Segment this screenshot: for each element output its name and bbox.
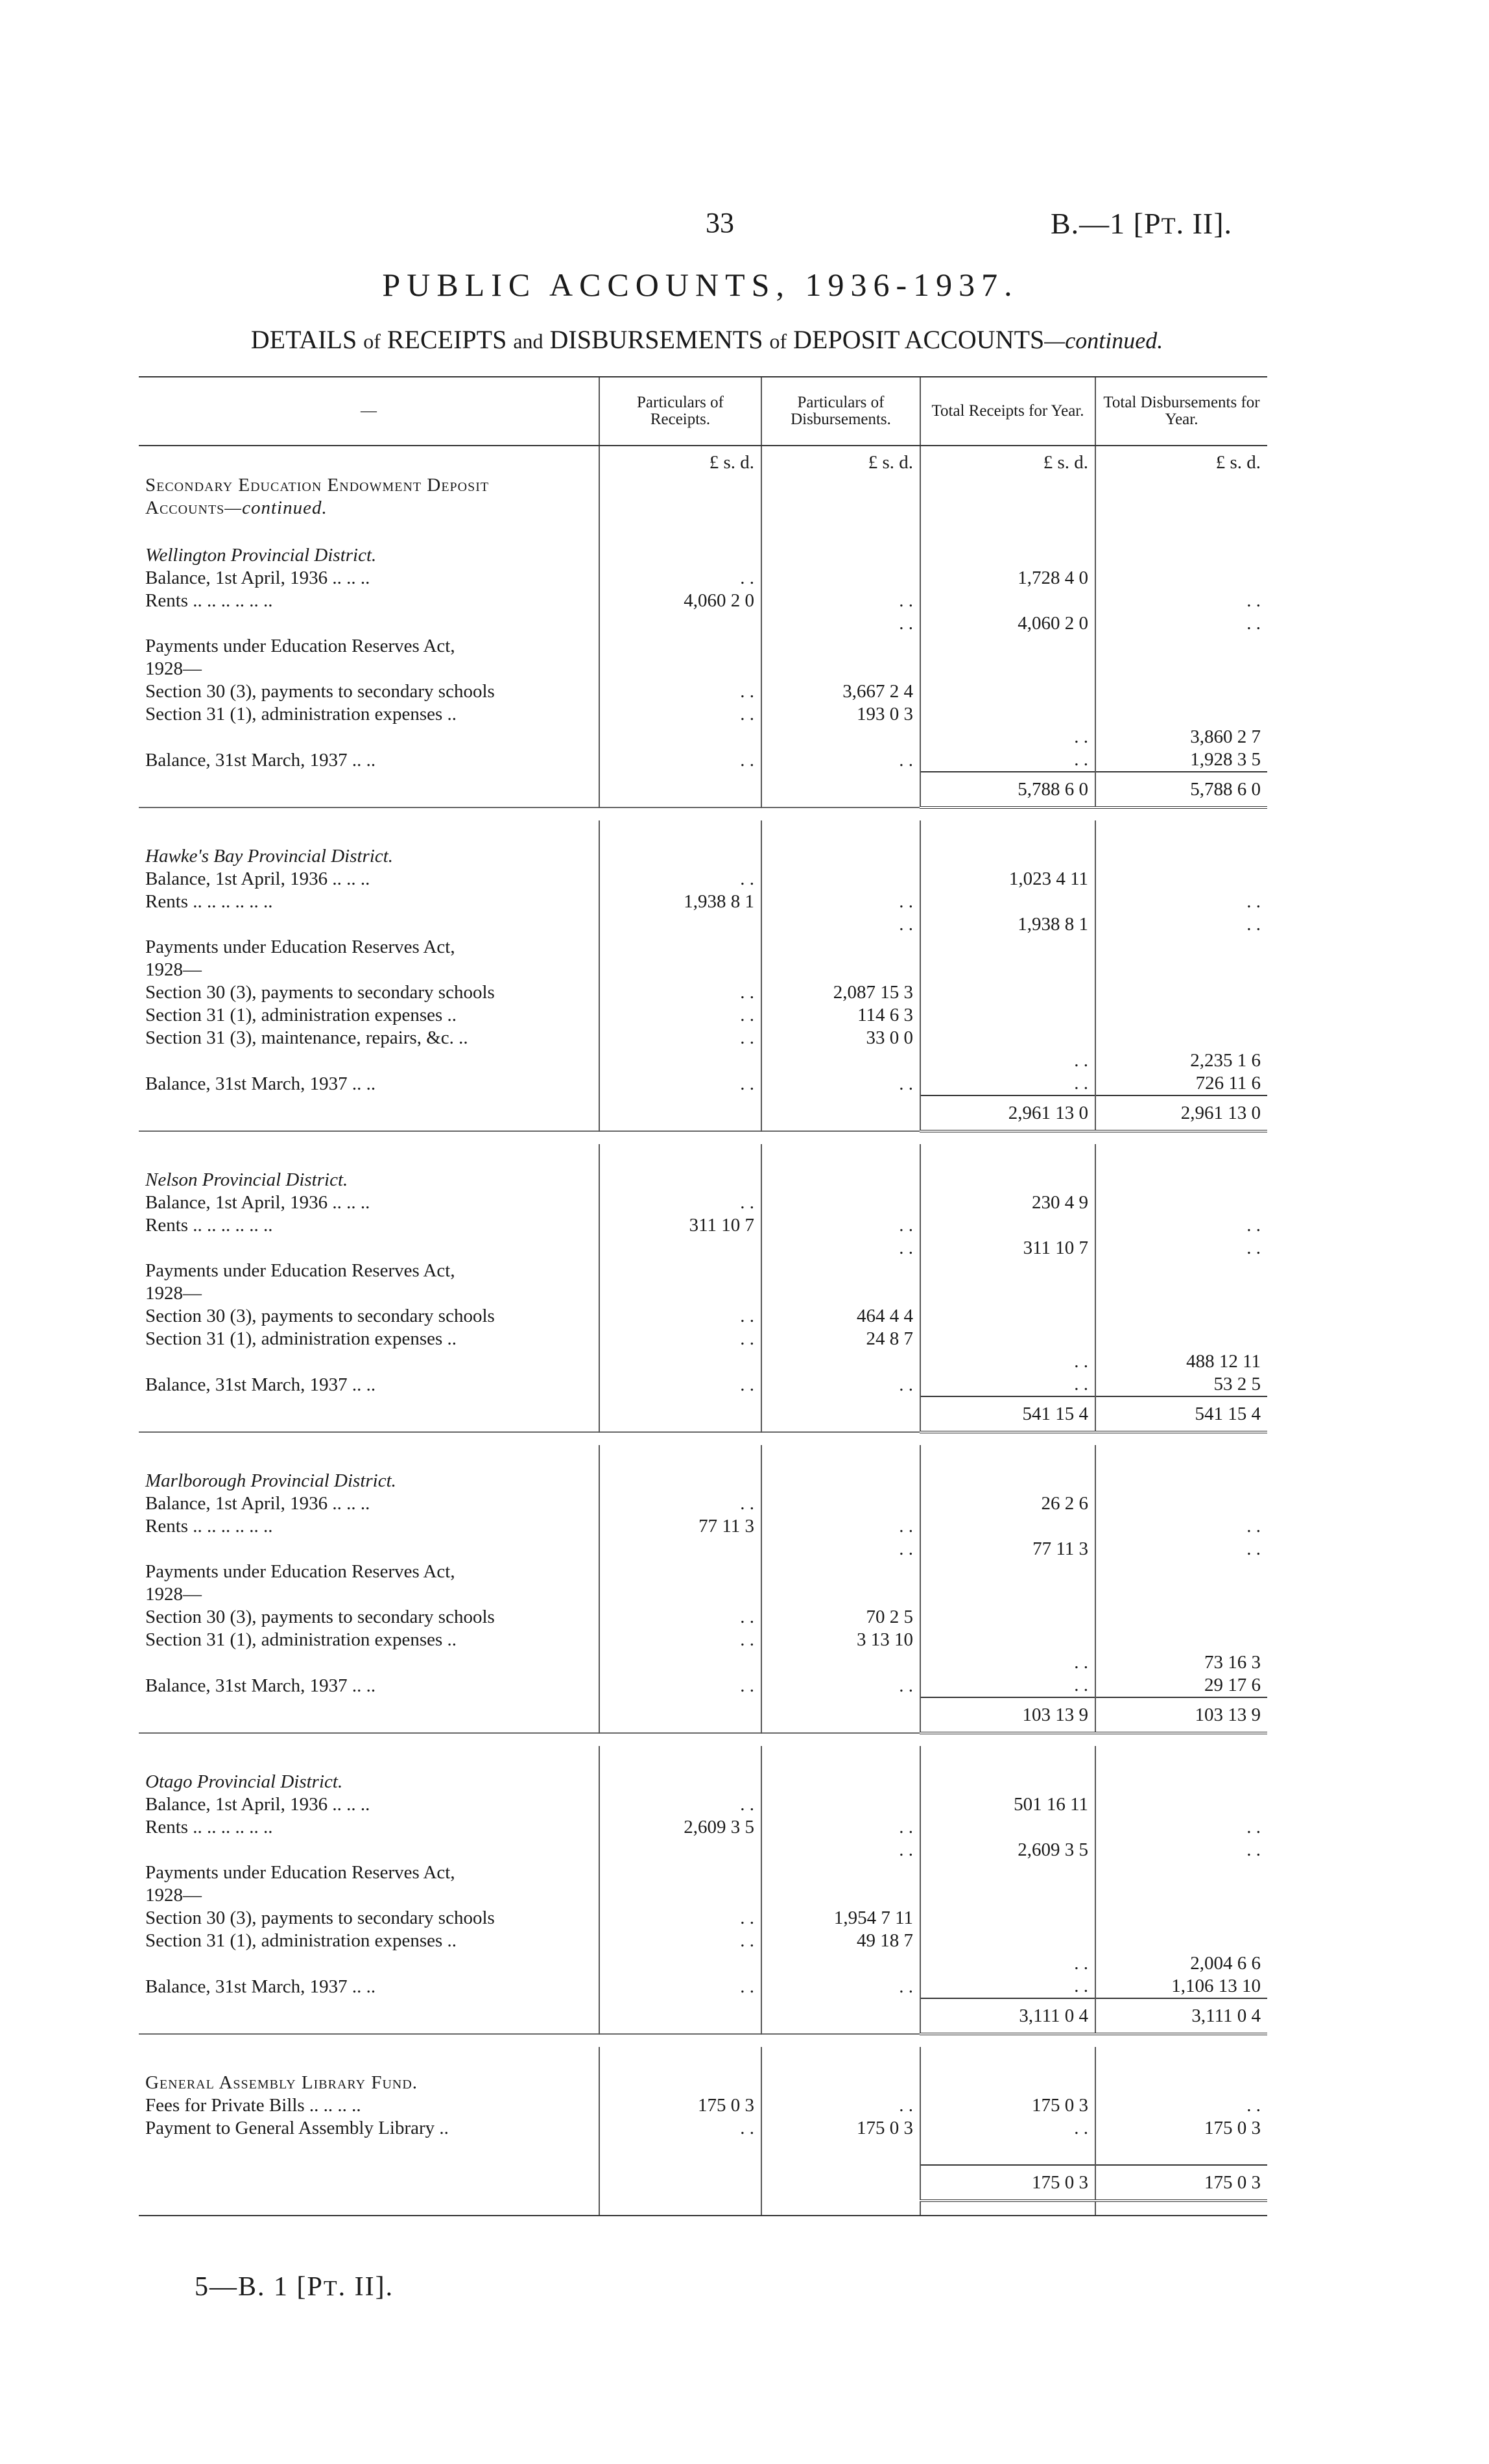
rents-row (139, 1214, 1267, 1237)
balance-open-row (139, 1191, 1267, 1214)
spacer-row (139, 2140, 1267, 2165)
rents-total-row (139, 1237, 1267, 1260)
disbursement-item-row (139, 1629, 1267, 1651)
disbursement-total: 2,004 6 6 (1095, 1952, 1267, 1975)
library-fees-total: 175 0 3 (920, 2094, 1095, 2117)
dots: . . (761, 590, 920, 612)
dots: . . (1095, 1538, 1267, 1561)
district-name-row (139, 1470, 1267, 1492)
rents-row (139, 590, 1267, 612)
disbursement-amount: 49 18 7 (761, 1930, 920, 1952)
dots: . . (599, 680, 761, 703)
dots: . . (599, 1191, 761, 1214)
disbursement-total: 3,860 2 7 (1095, 726, 1267, 748)
dots: . . (1095, 1237, 1267, 1260)
year-row (139, 1884, 1267, 1907)
disbursement-label: Section 31 (3), maintenance, repairs, &c. .. (145, 1027, 468, 1049)
payments-label: Payments under Education Reserves Act, (145, 937, 455, 958)
dots: . . (761, 1373, 920, 1396)
dots: . . (599, 1907, 761, 1930)
rents-row (139, 1515, 1267, 1538)
balance-open-row (139, 567, 1267, 590)
rents-label: Rents .. .. .. .. .. .. (145, 590, 273, 612)
section-total-disbursements: 3,111 0 4 (1095, 1998, 1267, 2034)
dots: . . (599, 1629, 761, 1651)
dots: . . (599, 567, 761, 590)
dots: . . (761, 1674, 920, 1697)
dots: . . (761, 1816, 920, 1839)
library-total-receipts: 175 0 3 (920, 2165, 1095, 2201)
balance-open-total: 230 4 9 (920, 1191, 1095, 1214)
spacer-row (139, 1445, 1267, 1470)
dots: . . (761, 748, 920, 772)
section-separator (139, 1432, 1267, 1445)
dots: . . (599, 1606, 761, 1629)
rents-total: 1,938 8 1 (920, 913, 1095, 936)
balance-close-label: Balance, 31st March, 1937 .. .. (145, 1675, 376, 1697)
table-body (139, 446, 1267, 2216)
balance-open-row (139, 1793, 1267, 1816)
balance-close-total: 29 17 6 (1095, 1674, 1267, 1697)
dots: . . (1095, 1839, 1267, 1861)
balance-open-label: Balance, 1st April, 1936 .. .. .. (145, 868, 370, 890)
payments-label: Payments under Education Reserves Act, (145, 1561, 455, 1583)
library-payment-disbursement: 175 0 3 (761, 2117, 920, 2140)
dots: . . (1095, 1515, 1267, 1538)
dots: . . (761, 891, 920, 913)
rents-row (139, 1816, 1267, 1839)
section-total-receipts: 541 15 4 (920, 1396, 1095, 1432)
dots: . . (599, 1492, 761, 1515)
district-name: Otago Provincial District. (145, 1771, 343, 1793)
dots: . . (1095, 612, 1267, 635)
library-heading: General Assembly Library Fund. (145, 2072, 418, 2094)
year-label: 1928— (145, 959, 202, 981)
dots: . . (599, 1328, 761, 1350)
balance-open-label: Balance, 1st April, 1936 .. .. .. (145, 1493, 370, 1514)
section-total-disbursements: 103 13 9 (1095, 1697, 1267, 1733)
disbursement-amount: 114 6 3 (761, 1004, 920, 1027)
district-name: Wellington Provincial District. (145, 545, 377, 566)
disbursement-total: 488 12 11 (1095, 1350, 1267, 1373)
disbursement-amount: 33 0 0 (761, 1027, 920, 1049)
dots: . . (599, 1072, 761, 1095)
section-total-row (139, 772, 1267, 807)
table-header-row (139, 377, 1267, 446)
rents-total-row (139, 913, 1267, 936)
dots: . . (599, 1004, 761, 1027)
payments-row (139, 1861, 1267, 1884)
units-label: £ s. d. (1095, 446, 1267, 474)
spacer-row (139, 520, 1267, 544)
disbursement-item-row (139, 1004, 1267, 1027)
section-separator (139, 2034, 1267, 2047)
dots: . . (1095, 2094, 1267, 2117)
rents-receipt: 2,609 3 5 (599, 1816, 761, 1839)
rents-total: 4,060 2 0 (920, 612, 1095, 635)
disbursement-label: Section 31 (1), administration expenses .. (145, 1629, 457, 1651)
disbursement-item-row (139, 981, 1267, 1004)
year-row (139, 658, 1267, 680)
library-heading-row (139, 2072, 1267, 2094)
section-total-row (139, 1095, 1267, 1131)
units-label: £ s. d. (599, 446, 761, 474)
disbursement-item-row (139, 703, 1267, 726)
balance-close-label: Balance, 31st March, 1937 .. .. (145, 1374, 376, 1396)
units-label: £ s. d. (920, 446, 1095, 474)
rents-total: 2,609 3 5 (920, 1839, 1095, 1861)
library-fees-row (139, 2094, 1267, 2117)
page-subtitle: DETAILS of RECEIPTS and DISBURSEMENTS of DEPOSIT ACCOUNTS—continued. (250, 325, 1163, 354)
district-name: Marlborough Provincial District. (145, 1470, 396, 1492)
balance-close-label: Balance, 31st March, 1937 .. .. (145, 750, 376, 771)
library-total-row (139, 2165, 1267, 2201)
dots: . . (599, 748, 761, 772)
disbursement-amount: 2,087 15 3 (761, 981, 920, 1004)
disbursement-total-row (139, 1350, 1267, 1373)
spacer-row (139, 2047, 1267, 2072)
disbursement-total-row (139, 726, 1267, 748)
year-row (139, 959, 1267, 981)
disbursement-label: Section 30 (3), payments to secondary schools (145, 982, 495, 1003)
disbursement-item-row (139, 1930, 1267, 1952)
rents-label: Rents .. .. .. .. .. .. (145, 1215, 273, 1236)
dots: . . (761, 1214, 920, 1237)
dots: . . (1095, 891, 1267, 913)
district-name-row (139, 1771, 1267, 1793)
district-name: Hawke's Bay Provincial District. (145, 846, 394, 867)
spacer-row (139, 820, 1267, 845)
dots: . . (599, 1975, 761, 1998)
year-row (139, 1583, 1267, 1606)
dots: . . (761, 1538, 920, 1561)
units-row (139, 446, 1267, 474)
disbursement-label: Section 31 (1), administration expenses .. (145, 704, 457, 725)
spacer-row (139, 1746, 1267, 1771)
balance-open-label: Balance, 1st April, 1936 .. .. .. (145, 1794, 370, 1815)
year-label: 1928— (145, 1283, 202, 1304)
payments-label: Payments under Education Reserves Act, (145, 636, 455, 657)
disbursement-label: Section 30 (3), payments to secondary schools (145, 1607, 495, 1628)
dots: . . (1095, 1816, 1267, 1839)
header-particulars-disbursements: Particulars of Disbursements. (761, 377, 920, 446)
section-total-row (139, 1396, 1267, 1432)
disbursement-item-row (139, 1027, 1267, 1049)
document-reference: B.—1 [PT. II]. (1051, 207, 1233, 240)
header-blank: — (139, 377, 599, 446)
section-total-disbursements: 2,961 13 0 (1095, 1095, 1267, 1131)
dots: . . (761, 1975, 920, 1998)
dots: . . (599, 1930, 761, 1952)
balance-open-label: Balance, 1st April, 1936 .. .. .. (145, 1192, 370, 1214)
accounts-table (139, 376, 1267, 2216)
dots: . . (761, 1237, 920, 1260)
rents-label: Rents .. .. .. .. .. .. (145, 1516, 273, 1537)
balance-open-label: Balance, 1st April, 1936 .. .. .. (145, 568, 370, 589)
rents-label: Rents .. .. .. .. .. .. (145, 891, 273, 913)
balance-close-row (139, 1975, 1267, 1998)
balance-close-row (139, 1373, 1267, 1396)
rents-receipt: 77 11 3 (599, 1515, 761, 1538)
payments-row (139, 1260, 1267, 1282)
library-fees-label: Fees for Private Bills .. .. .. .. (145, 2095, 361, 2116)
heading-line-2: Accounts—continued. (145, 497, 328, 519)
dots: . . (920, 1373, 1095, 1396)
dots: . . (599, 868, 761, 891)
disbursement-label: Section 31 (1), administration expenses .. (145, 1005, 457, 1026)
dots: . . (920, 1350, 1095, 1373)
header-particulars-receipts: Particulars of Receipts. (599, 377, 761, 446)
disbursement-total-row (139, 1651, 1267, 1674)
balance-close-total: 1,928 3 5 (1095, 748, 1267, 772)
dots: . . (599, 1305, 761, 1328)
dots: . . (1095, 913, 1267, 936)
dots: . . (599, 1027, 761, 1049)
header-total-receipts: Total Receipts for Year. (920, 377, 1095, 446)
rents-row (139, 891, 1267, 913)
balance-close-label: Balance, 31st March, 1937 .. .. (145, 1073, 376, 1095)
page-title: PUBLIC ACCOUNTS, 1936-1937. (382, 267, 1019, 303)
units-label: £ s. d. (761, 446, 920, 474)
library-payment-label: Payment to General Assembly Library .. (145, 2118, 449, 2139)
dots: . . (599, 703, 761, 726)
section-separator (139, 1131, 1267, 1144)
section-heading-row (139, 474, 1267, 497)
page-number: 33 (706, 207, 734, 239)
dots: . . (761, 1839, 920, 1861)
spacer-row (139, 1144, 1267, 1169)
disbursement-item-row (139, 1305, 1267, 1328)
dots: . . (1095, 1214, 1267, 1237)
disbursement-total: 2,235 1 6 (1095, 1049, 1267, 1072)
district-name-row (139, 845, 1267, 868)
balance-open-total: 26 2 6 (920, 1492, 1095, 1515)
payments-row (139, 635, 1267, 658)
disbursement-total-row (139, 1952, 1267, 1975)
heading-line-1: Secondary Education Endowment Deposit (145, 475, 490, 496)
disbursement-label: Section 31 (1), administration expenses .. (145, 1328, 457, 1350)
balance-close-total: 1,106 13 10 (1095, 1975, 1267, 1998)
dots: . . (761, 1072, 920, 1095)
dots: . . (599, 981, 761, 1004)
disbursement-label: Section 30 (3), payments to secondary schools (145, 1306, 495, 1327)
dots: . . (1095, 590, 1267, 612)
year-label: 1928— (145, 1885, 202, 1906)
rents-total: 77 11 3 (920, 1538, 1095, 1561)
disbursement-label: Section 30 (3), payments to secondary schools (145, 1908, 495, 1929)
section-total-receipts: 5,788 6 0 (920, 772, 1095, 807)
section-heading-row (139, 497, 1267, 520)
dots: . . (920, 1651, 1095, 1674)
balance-open-total: 501 16 11 (920, 1793, 1095, 1816)
dots: . . (599, 1793, 761, 1816)
rents-total-row (139, 1538, 1267, 1561)
dots: . . (599, 2117, 761, 2140)
library-total-disbursements: 175 0 3 (1095, 2165, 1267, 2201)
balance-close-total: 726 11 6 (1095, 1072, 1267, 1095)
balance-open-row (139, 1492, 1267, 1515)
dots: . . (761, 1515, 920, 1538)
section-total-disbursements: 5,788 6 0 (1095, 772, 1267, 807)
disbursement-item-row (139, 1907, 1267, 1930)
balance-close-row (139, 1072, 1267, 1095)
disbursement-amount: 24 8 7 (761, 1328, 920, 1350)
section-separator (139, 1733, 1267, 1746)
library-fees-receipt: 175 0 3 (599, 2094, 761, 2117)
rents-receipt: 4,060 2 0 (599, 590, 761, 612)
disbursement-label: Section 30 (3), payments to secondary schools (145, 681, 495, 702)
dots: . . (920, 1674, 1095, 1697)
library-payment-total: 175 0 3 (1095, 2117, 1267, 2140)
section-total-receipts: 3,111 0 4 (920, 1998, 1095, 2034)
disbursement-amount: 193 0 3 (761, 703, 920, 726)
rents-receipt: 311 10 7 (599, 1214, 761, 1237)
disbursement-total: 73 16 3 (1095, 1651, 1267, 1674)
header-total-disbursements: Total Disbursements for Year. (1095, 377, 1267, 446)
disbursement-amount: 464 4 4 (761, 1305, 920, 1328)
section-total-receipts: 2,961 13 0 (920, 1095, 1095, 1131)
district-name-row (139, 544, 1267, 567)
payments-row (139, 936, 1267, 959)
balance-close-label: Balance, 31st March, 1937 .. .. (145, 1976, 376, 1998)
disbursement-total-row (139, 1049, 1267, 1072)
page-footer: 5—B. 1 [PT. II]. (195, 2272, 394, 2302)
year-label: 1928— (145, 658, 202, 680)
dots: . . (761, 612, 920, 635)
district-name: Nelson Provincial District. (145, 1169, 348, 1191)
balance-close-row (139, 748, 1267, 772)
rents-total: 311 10 7 (920, 1237, 1095, 1260)
district-name-row (139, 1169, 1267, 1191)
section-total-receipts: 103 13 9 (920, 1697, 1095, 1733)
section-total-row (139, 1697, 1267, 1733)
balance-open-total: 1,023 4 11 (920, 868, 1095, 891)
dots: . . (761, 913, 920, 936)
dots: . . (920, 748, 1095, 772)
balance-close-total: 53 2 5 (1095, 1373, 1267, 1396)
section-total-disbursements: 541 15 4 (1095, 1396, 1267, 1432)
balance-open-row (139, 868, 1267, 891)
dots: . . (920, 726, 1095, 748)
rents-receipt: 1,938 8 1 (599, 891, 761, 913)
dots: . . (920, 2117, 1095, 2140)
dots: . . (920, 1072, 1095, 1095)
dots: . . (920, 1952, 1095, 1975)
disbursement-item-row (139, 1328, 1267, 1350)
year-label: 1928— (145, 1584, 202, 1605)
dots: . . (761, 2094, 920, 2117)
balance-close-row (139, 1674, 1267, 1697)
disbursement-amount: 3 13 10 (761, 1629, 920, 1651)
disbursement-amount: 1,954 7 11 (761, 1907, 920, 1930)
dots: . . (920, 1975, 1095, 1998)
disbursement-amount: 70 2 5 (761, 1606, 920, 1629)
dots: . . (599, 1373, 761, 1396)
section-separator (139, 807, 1267, 820)
rents-label: Rents .. .. .. .. .. .. (145, 1817, 273, 1838)
year-row (139, 1282, 1267, 1305)
payments-label: Payments under Education Reserves Act, (145, 1260, 455, 1282)
section-total-row (139, 1998, 1267, 2034)
disbursement-item-row (139, 1606, 1267, 1629)
dots: . . (599, 1674, 761, 1697)
payments-row (139, 1561, 1267, 1583)
rents-total-row (139, 1839, 1267, 1861)
library-payment-row (139, 2117, 1267, 2140)
balance-open-total: 1,728 4 0 (920, 567, 1095, 590)
disbursement-item-row (139, 680, 1267, 703)
payments-label: Payments under Education Reserves Act, (145, 1862, 455, 1884)
disbursement-label: Section 31 (1), administration expenses .. (145, 1930, 457, 1952)
dots: . . (920, 1049, 1095, 1072)
disbursement-amount: 3,667 2 4 (761, 680, 920, 703)
rents-total-row (139, 612, 1267, 635)
table-end-row (139, 2201, 1267, 2216)
